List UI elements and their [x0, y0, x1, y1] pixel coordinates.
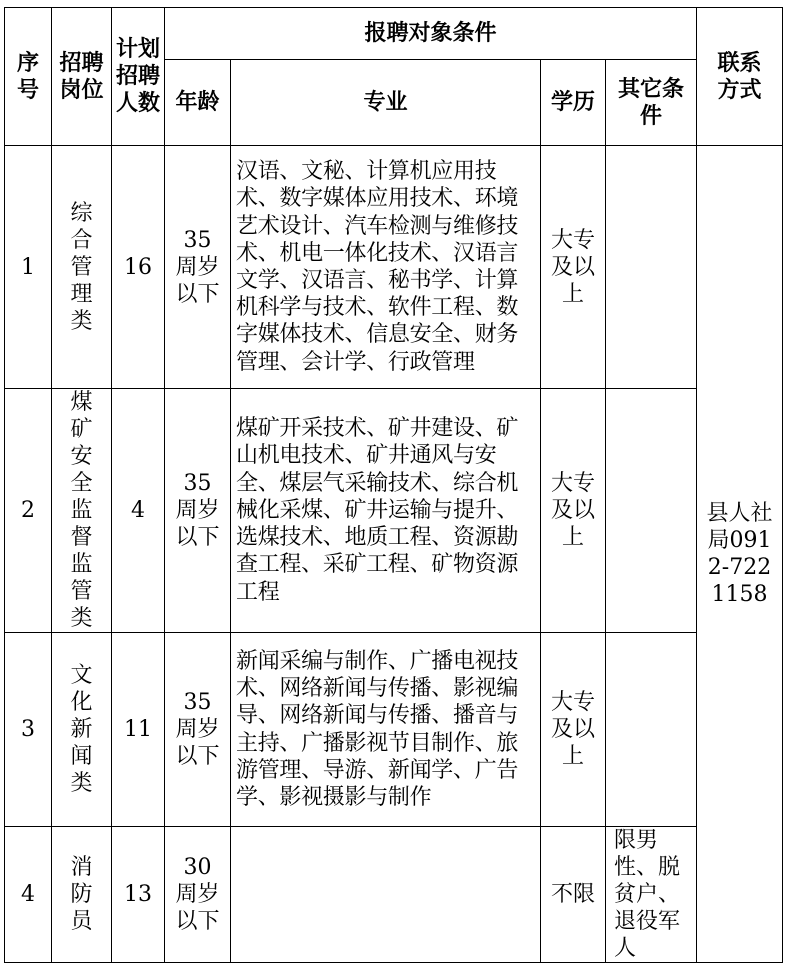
row-other — [606, 146, 697, 389]
row-major: 煤矿开采技术、矿井建设、矿山机电技术、矿井通风与安全、煤层气采输技术、综合机械化采煤、矿井运输与提升、选煤技术、地质工程、资源勘查工程、采矿工程、矿物资源工程 — [231, 389, 541, 633]
row-count: 16 — [112, 146, 165, 389]
row-education: 大专及以上 — [541, 633, 606, 827]
row-age: 35周岁以下 — [165, 389, 231, 633]
table-row — [5, 633, 783, 827]
header-position: 招聘岗位 — [52, 8, 112, 146]
row-index: 4 — [5, 827, 52, 963]
recruitment-table — [4, 7, 783, 963]
row-count: 11 — [112, 633, 165, 827]
row-age: 30周岁以下 — [165, 827, 231, 963]
row-other: 限男性、脱贫户、退役军人 — [606, 827, 697, 963]
contact-cell: 县人社局0912-7221158 — [697, 146, 783, 963]
header-contact: 联系方式 — [697, 8, 783, 146]
header-conditions-group: 报聘对象条件 — [165, 8, 697, 60]
header-age: 年龄 — [165, 60, 231, 146]
row-index: 3 — [5, 633, 52, 827]
row-major: 新闻采编与制作、广播电视技术、网络新闻与传播、影视编导、网络新闻与传播、播音与主持、广播影视节目制作、旅游管理、导游、新闻学、广告学、影视摄影与制作 — [231, 633, 541, 827]
table-row — [5, 827, 783, 963]
table-row — [5, 389, 783, 633]
header-other: 其它条件 — [606, 60, 697, 146]
row-major: 汉语、文秘、计算机应用技术、数字媒体应用技术、环境艺术设计、汽车检测与维修技术、机电一体化技术、汉语言文学、汉语言、秘书学、计算机科学与技术、软件工程、数字媒体技术、信息安全、财务管理、会计学、行政管理 — [231, 146, 541, 389]
row-index: 2 — [5, 389, 52, 633]
row-major — [231, 827, 541, 963]
row-index: 1 — [5, 146, 52, 389]
row-other — [606, 389, 697, 633]
table-row — [5, 146, 783, 389]
row-age: 35周岁以下 — [165, 633, 231, 827]
row-education: 大专及以上 — [541, 389, 606, 633]
header-major: 专业 — [231, 60, 541, 146]
row-position: 消防员 — [52, 827, 112, 963]
row-education: 不限 — [541, 827, 606, 963]
row-count: 4 — [112, 389, 165, 633]
row-position: 综合管理类 — [52, 146, 112, 389]
row-education: 大专及以上 — [541, 146, 606, 389]
row-position: 文化新闻类 — [52, 633, 112, 827]
row-age: 35周岁以下 — [165, 146, 231, 389]
header-index: 序号 — [5, 8, 52, 146]
header-planned-count: 计划招聘人数 — [112, 8, 165, 146]
header-education: 学历 — [541, 60, 606, 146]
row-count: 13 — [112, 827, 165, 963]
row-position: 煤矿安全监督监管类 — [52, 389, 112, 633]
row-other — [606, 633, 697, 827]
